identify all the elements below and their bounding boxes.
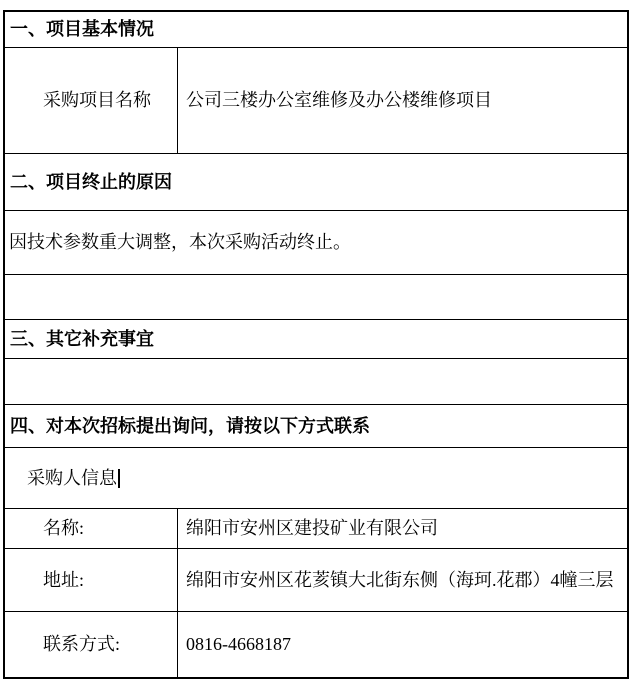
project-name-value-cell[interactable]: 公司三楼办公室维修及办公楼维修项目 (186, 90, 492, 111)
text-cursor (118, 469, 120, 488)
section-heading-supplementary[interactable]: 三、其它补充事宜 (10, 328, 154, 349)
section-heading-basic-info[interactable]: 一、项目基本情况 (10, 19, 154, 40)
section-row-contact-heading (5, 405, 627, 448)
section-row-supplementary-heading (5, 320, 627, 359)
section-row-basic-info-heading (5, 12, 627, 48)
termination-reason-row (5, 211, 627, 275)
contact-phone-label[interactable]: 联系方式: (5, 612, 178, 677)
project-name-label-cell[interactable]: 采购项目名称 (5, 48, 178, 153)
empty-row[interactable] (5, 359, 627, 405)
section-row-termination-heading (5, 154, 627, 211)
contact-name-label[interactable]: 名称: (5, 509, 178, 548)
project-name-row (5, 48, 627, 154)
contact-phone-row (5, 612, 627, 677)
termination-reason-text[interactable]: 因技术参数重大调整，本次采购活动终止。 (9, 232, 351, 253)
purchaser-info-row (5, 448, 627, 509)
contact-address-label[interactable]: 地址: (5, 549, 178, 611)
section-heading-contact-info[interactable]: 四、对本次招标提出询问，请按以下方式联系 (10, 415, 370, 436)
empty-row[interactable] (5, 275, 627, 320)
purchaser-info-cell[interactable] (5, 467, 627, 490)
section-heading-termination-reason[interactable]: 二、项目终止的原因 (10, 171, 172, 192)
purchaser-info-label: 采购人信息 (27, 467, 117, 488)
termination-notice-table (3, 10, 629, 679)
contact-address-row (5, 549, 627, 612)
contact-phone-value[interactable]: 0816-4668187 (186, 634, 291, 655)
contact-name-value[interactable]: 绵阳市安州区建投矿业有限公司 (186, 518, 438, 539)
contact-address-value[interactable]: 绵阳市安州区花荄镇大北街东侧（海珂.花郡）4幢三层 (186, 569, 614, 590)
contact-name-row (5, 509, 627, 549)
